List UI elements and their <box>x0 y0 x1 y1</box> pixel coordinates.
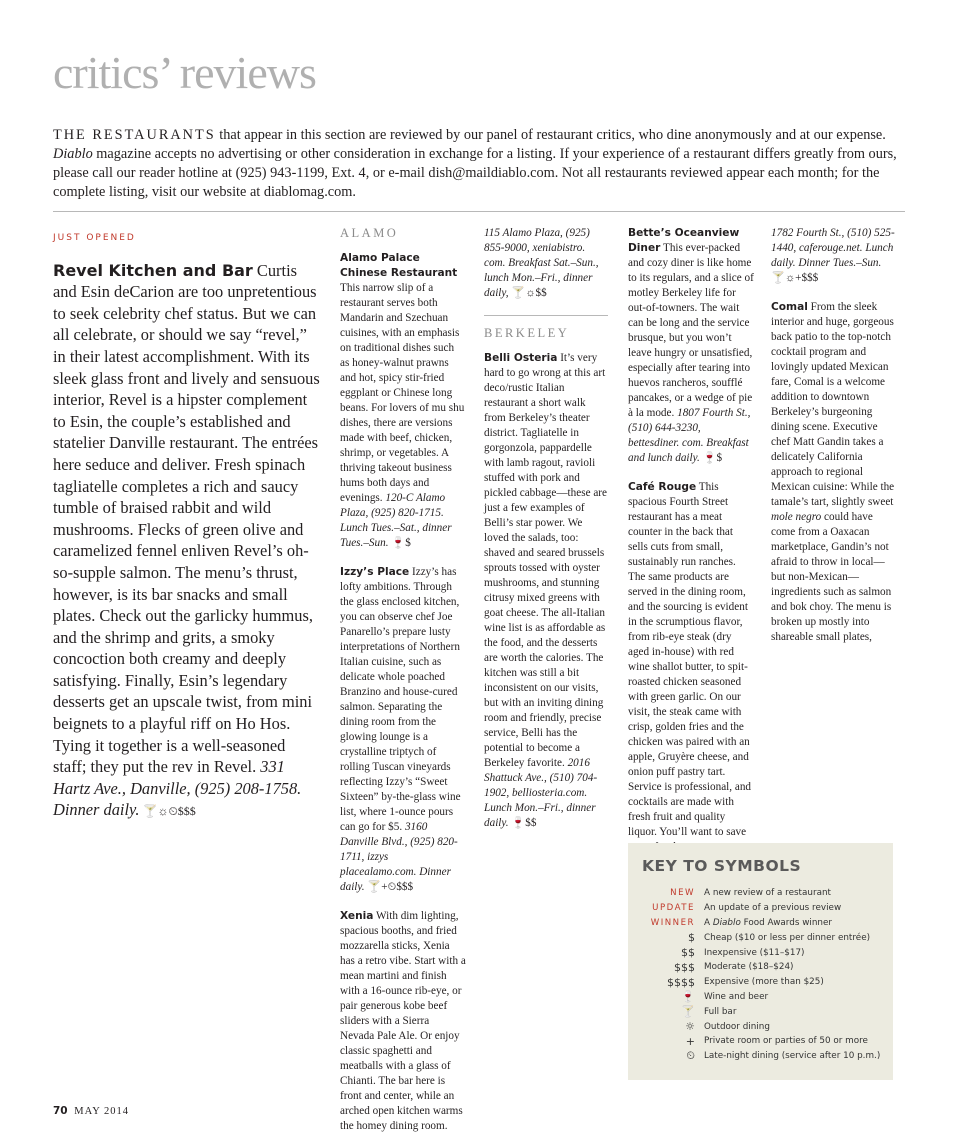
column-alamo <box>340 226 466 1134</box>
key-description-part: A <box>704 917 713 928</box>
review-info: 2016 Shattuck Ave., (510) 704-1902, belliosteria.com. Lunch Mon.–Fri., dinner daily. <box>484 757 598 829</box>
key-row-outdoor-dining <box>642 1019 879 1034</box>
review-izzys-place <box>340 565 466 895</box>
cocktail-glass-icon: 🍸 <box>681 1005 695 1019</box>
featured-restaurant-name: Revel Kitchen and Bar <box>53 260 253 280</box>
key-row-new <box>642 886 879 901</box>
review-bettes-oceanview-diner <box>628 226 754 466</box>
review-symbols: 🍷$ <box>699 452 723 464</box>
key-row-winner <box>642 916 879 931</box>
review-alamo-palace <box>340 251 466 551</box>
sun-icon: ☼ <box>685 1020 695 1034</box>
page-number: 70 <box>53 1105 68 1117</box>
key-symbol: $$$$ <box>667 975 695 989</box>
restaurant-name: Belli Osteria <box>484 352 558 364</box>
featured-symbols: 🍸☼⏲$$$ <box>139 804 196 819</box>
key-symbol: NEW <box>670 888 695 899</box>
review-symbols: 🍸+⏲$$$ <box>364 881 414 893</box>
review-body: Izzy’s has lofty ambitions. Through the glass enclosed kitchen, you can observe chef Joe Panarello’s prepare lusty interpretations of Northern Italian cuisine, such as delicate whole poached Branzino and house-cured salmon. Separating the dining room from the glowing lounge is a crystalline triptych of rolling Tuscan vineyards reflecting Izzy’s “Sweet Sixteen” by-the-glass wine list, where 1-ounce pours can go for $5. <box>340 566 461 833</box>
plus-icon: + <box>685 1034 695 1048</box>
page-footer <box>53 1105 129 1117</box>
review-body-italic: mole negro <box>771 511 822 523</box>
key-symbol: $ <box>688 931 695 945</box>
key-description: An update of a previous review <box>704 903 842 914</box>
key-description: Private room or parties of 50 or more <box>704 1036 868 1047</box>
key-row-full-bar <box>642 1004 879 1019</box>
featured-info: 331 Hartz Ave., Danville, (925) 208-1758. Dinner daily. <box>53 757 302 820</box>
review-info: 1782 Fourth St., (510) 525-1440, caferouge.net. Lunch daily. Dinner Tues.–Sun. <box>771 227 895 269</box>
section-heading-berkeley: BERKELEY <box>484 326 570 340</box>
restaurant-name: Bette’s Oceanview Diner <box>628 227 740 254</box>
review-symbols: 🍸☼$$ <box>508 287 547 299</box>
key-row-cheap <box>642 930 879 945</box>
key-row-wine-and-beer <box>642 990 879 1005</box>
column-berkeley-1 <box>484 226 608 831</box>
header-divider <box>53 211 905 212</box>
key-description-italic: Diablo <box>712 917 741 928</box>
column-berkeley-3 <box>771 226 895 645</box>
key-symbol: $$$ <box>674 960 695 974</box>
key-description: Late-night dining (service after 10 p.m.) <box>704 1051 881 1062</box>
review-comal <box>771 300 895 645</box>
review-xenia <box>340 909 466 1134</box>
intro-lead: THE RESTAURANTS <box>53 127 216 143</box>
featured-kicker: JUST OPENED <box>53 233 136 243</box>
review-symbols: 🍸☼+$$$ <box>771 272 819 284</box>
review-body: could have come from a Oaxacan marketplace, Gandin’s not afraid to throw in local—but non-Mexican—ingredients such as salmon and bok choy. The menu is broken up mostly into shareable small plates, <box>771 511 892 643</box>
key-row-inexpensive <box>642 945 879 960</box>
review-body: From the sleek interior and huge, gorgeous back patio to the top-notch cocktail program and lovingly updated Mexican fare, Comal is a welcome addition to downtown Berkeley’s burgeoning dining scene. Executive chef Matt Gandin takes a delicately California approach to regional Mexican cuisine: While the tamale’s tart, slightly sweet <box>771 301 895 508</box>
key-to-symbols <box>628 843 893 1080</box>
section-heading-alamo: ALAMO <box>340 226 399 240</box>
review-body: With dim lighting, spacious booths, and fried mozzarella sticks, Xenia has a retro vibe. Start with a mean martini and finish with a 16-ounce rib-eye, or pair generous kobe beef sliders with a Sierra Nevada Pale Ale. Or enjoy classic spaghetti and meatballs with a glass of Chianti. The bar here is front and center, while an arched open kitchen warms the homey dining room. <box>340 910 466 1132</box>
key-row-late-night <box>642 1049 879 1064</box>
restaurant-name: Alamo Palace Chinese Restaurant <box>340 252 458 279</box>
key-description: Inexpensive ($11–$17) <box>704 947 805 958</box>
review-info: 120-C Alamo Plaza, (925) 820-1715. Lunch Tues.–Sat., dinner Tues.–Sun. <box>340 492 452 549</box>
wine-glass-icon: 🍷 <box>681 990 695 1004</box>
key-symbol: WINNER <box>650 917 695 928</box>
review-info: 3160 Danville Blvd., (925) 820-1711, izzys placealamo.com. Dinner daily. <box>340 821 458 893</box>
key-description-part: Food Awards winner <box>740 917 833 928</box>
key-row-update <box>642 901 879 916</box>
review-body: This ever-packed and cozy diner is like home to its regulars, and a slice of motley Berkeley life for out-of-towners. The wait can be long and the service brusque, but you won’t leave hungry or unsatisfied, especially after tearing into huevos rancheros, soufflé pancakes, or a wedge of pie à la mode. <box>628 242 754 419</box>
key-description: A new review of a restaurant <box>704 888 832 899</box>
featured-text <box>53 260 321 823</box>
intro-text-2: magazine accepts no advertising or other consideration in exchange for a listing. If your experience of a restaurant differs greatly from ours, please call our reader hotline at (925) 943-1199, Ext. 4, or e-mail dish@maildiablo.com. Not all restaurants reviewed appear each month; for the complete listing, visit our website at diablomag.com. <box>53 146 897 200</box>
key-description: Full bar <box>704 1006 737 1017</box>
page-title: critics’ reviews <box>53 47 316 98</box>
review-belli-osteria <box>484 351 608 831</box>
restaurant-name: Comal <box>771 301 808 313</box>
review-cafe-rouge-continued <box>771 226 895 286</box>
column-berkeley-2 <box>628 226 754 838</box>
key-description: Outdoor dining <box>704 1021 770 1032</box>
review-info: 115 Alamo Plaza, (925) 855-9000, xeniabistro. com. Breakfast Sat.–Sun., lunch Mon.–Fri., dinner daily, <box>484 227 599 299</box>
review-cafe-rouge <box>628 480 754 838</box>
issue-date: MAY 2014 <box>74 1106 130 1117</box>
intro-text-1: that appear in this section are reviewed by our panel of restaurant critics, who dine anonymously and at our expense. <box>215 127 886 143</box>
key-row-private-room <box>642 1034 879 1049</box>
key-symbol: UPDATE <box>652 903 695 914</box>
key-title: KEY TO SYMBOLS <box>642 857 802 875</box>
key-symbol: $$ <box>681 946 695 960</box>
intro-paragraph <box>53 126 903 202</box>
review-symbols: 🍷$ <box>388 537 411 549</box>
restaurant-name: Café Rouge <box>628 481 697 493</box>
key-description: Wine and beer <box>704 991 769 1002</box>
key-description: Expensive (more than $25) <box>704 977 824 988</box>
featured-review <box>53 228 321 823</box>
review-xenia-continued <box>484 226 608 301</box>
featured-body: Curtis and Esin deCarion are too unpretentious to seek celebrity chef status. But we can all celebrate, or should we say “revel,” in their latest accomplishment. With its sleek glass front and lively and sensuous interior, Revel is a hipster complement to Esin, the couple’s established and statelier Danville restaurant. The entrées here seduce and deliver. Fresh spinach tagliatelle completes a rich and saucy tumble of braised rabbit and wild mushrooms. Flecks of green olive and caramelized fennel enliven Revel’s oh-so-supple salmon. The menu’s thrust, however, is its bar snacks and small plates. Check out the garlicky hummus, and the shrimp and grits, a smoky concoction both creamy and deeply satisfying. Finally, Esin’s legendary desserts get an upscale twist, from mini beignets to a playful riff on Ho Hos. Tying it together is a well-seasoned staff; they put the rev in Revel. <box>53 260 320 777</box>
key-row-expensive <box>642 975 879 990</box>
key-description <box>704 918 832 928</box>
clock-icon: ⏲ <box>686 1049 695 1063</box>
key-row-moderate <box>642 960 879 975</box>
section-divider <box>484 315 608 316</box>
review-info: 1807 Fourth St., (510) 644-3230, bettesdiner. com. Breakfast and lunch daily. <box>628 407 751 464</box>
review-body: This spacious Fourth Street restaurant has a meat counter in the back that sells cuts from small, sustainably run ranches. The same products are served in the dining room, and the sourcing is evident in the scrumptious flavor, from rib-eye steak (dry aged in-house) with red wine shallot butter, to spit-roasted chicken seasoned with green garlic. On our visit, the steak came with crisp, golden fries and the chicken was paired with an apple, Gruyère cheese, and onion puff pastry tart. Service is professional, and cocktails are made with fresh fruit and quality liquor. You’ll want to save <box>628 481 752 838</box>
review-symbols: 🍷$$ <box>508 817 537 829</box>
key-description: Moderate ($18–$24) <box>704 962 794 973</box>
review-body: It’s very hard to go wrong at this art deco/rustic Italian restaurant a short walk from Berkeley’s theater district. Tagliatelle in gorgonzola, pappardelle with lamb ragout, ravioli stuffed with pork and pickled cabbage—these are just a few examples of Belli’s star power. We loved the salads, too: shaved and seared brussels sprouts tossed with oyster mushrooms, and stunning citrusy mixed greens with goat cheese. The all-Italian wine list is as affordable as the food, and the desserts are worth the calories. The kitchen was still a bit inconsistent on our visits, but with an inviting dining room and friendly, precise service, Belli has the potential to become a Berkeley favorite. <box>484 352 607 769</box>
restaurant-name: Izzy’s Place <box>340 566 410 578</box>
key-description: Cheap ($10 or less per dinner entrée) <box>704 932 871 943</box>
restaurant-name: Xenia <box>340 910 374 922</box>
review-body: This narrow slip of a restaurant serves both Mandarin and Szechuan cuisines, with an emphasis on traditional dishes such as honey-walnut prawns and hot, spicy stir-fried eggplant or Chinese long beans. For lovers of mu shu dishes, there are versions made with beef, chicken, shrimp, or vegetables. A thriving takeout business hums both days and evenings. <box>340 282 465 504</box>
intro-magazine-name: Diablo <box>53 146 93 162</box>
